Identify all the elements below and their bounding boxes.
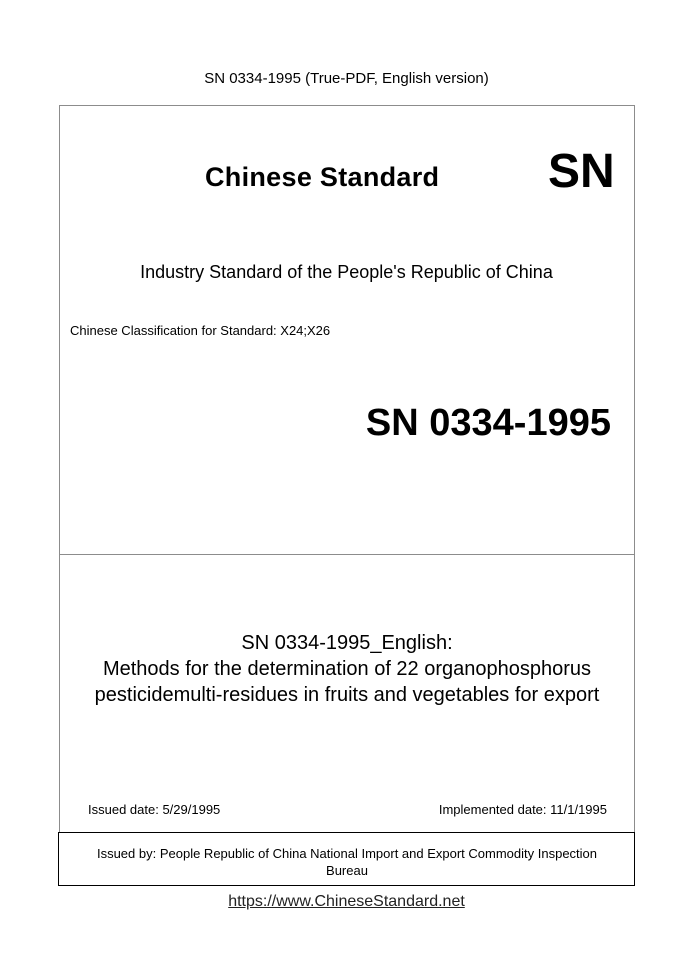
title-line-2: Methods for the determination of 22 organophosphorus xyxy=(102,658,592,680)
issued-by-line-2: Bureau xyxy=(326,863,368,878)
title-line-3: pesticidemulti-residues in fruits and vegetables for export xyxy=(94,684,600,706)
title-line-1: SN 0334-1995_English: xyxy=(241,632,453,654)
sn-mark: SN xyxy=(548,145,615,198)
issued-by-line-1: Issued by: People Republic of China National Import and Export Commodity Inspection xyxy=(96,846,598,861)
implemented-date: Implemented date: 11/1/1995 xyxy=(438,802,607,817)
document-header: SN 0334-1995 (True-PDF, English version) xyxy=(204,70,489,87)
industry-standard-line: Industry Standard of the People's Republic of China xyxy=(140,262,553,282)
issued-date: Issued date: 5/29/1995 xyxy=(88,802,221,817)
issued-by xyxy=(59,845,635,879)
chinese-standard-heading: Chinese Standard xyxy=(205,162,440,192)
standard-number: SN 0334-1995 xyxy=(365,402,611,444)
classification-line: Chinese Classification for Standard: X24;X26 xyxy=(70,323,331,338)
document-title xyxy=(59,630,635,708)
website-link[interactable]: https://www.ChineseStandard.net xyxy=(228,893,465,910)
